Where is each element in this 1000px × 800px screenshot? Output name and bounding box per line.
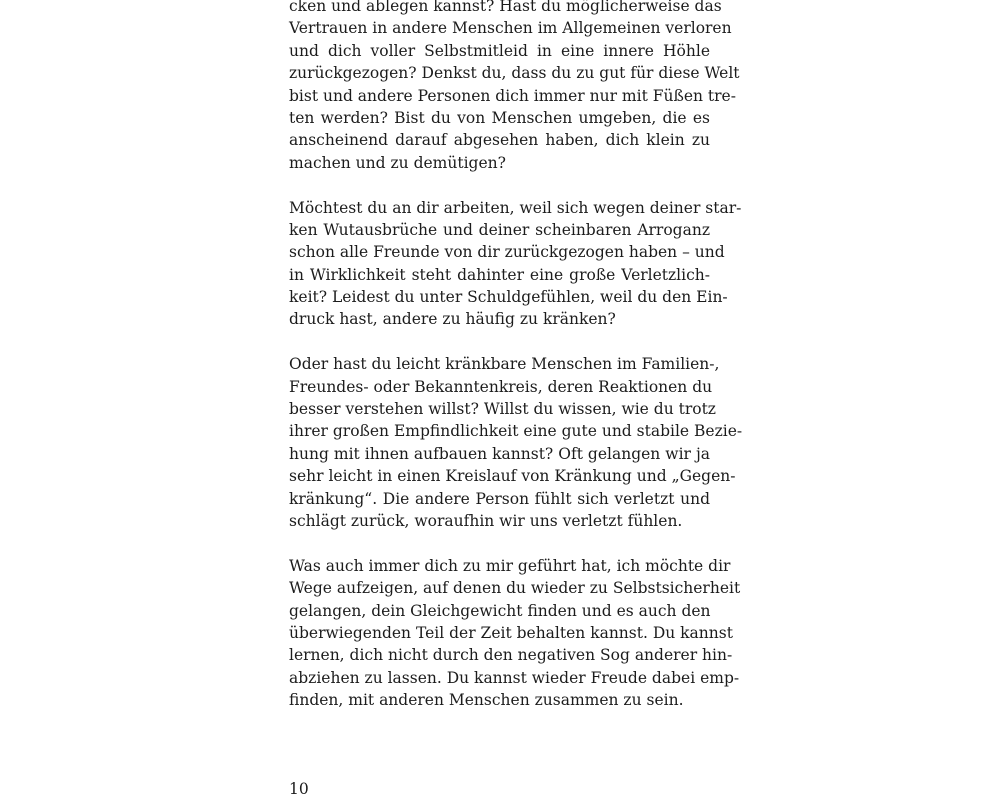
body-text: [289, 0, 743, 712]
paragraph-1: [289, 0, 740, 174]
text-line: Möchtest du an dir arbeiten, weil sich wegen deiner star-: [289, 198, 742, 217]
text-line: schon alle Freunde von dir zurückgezogen haben – und: [289, 243, 725, 262]
text-line: in Wirklichkeit steht dahinter eine große Verletzlich-: [289, 265, 710, 284]
text-line: keit? Leidest du unter Schuldgefühlen, weil du den Ein-: [289, 288, 728, 307]
text-line: sehr leicht in einen Kreislauf von Kränkung und „Gegen-: [289, 467, 736, 486]
text-line: anscheinend darauf abgesehen haben, dich klein zu: [289, 131, 710, 150]
text-line: Oder hast du leicht kränkbare Menschen im Familien-,: [289, 355, 720, 374]
text-line: cken und ablegen kannst? Hast du möglicherweise das: [289, 0, 722, 15]
text-line: bist und andere Personen dich immer nur mit Füßen tre-: [289, 86, 736, 105]
text-line: zurückgezogen? Denkst du, dass du zu gut für diese Welt: [289, 64, 740, 83]
text-line: kränkung“. Die andere Person fühlt sich verletzt und: [289, 489, 710, 508]
paragraph-gap: [289, 532, 710, 554]
text-line: schlägt zurück, woraufhin wir uns verletzt fühlen.: [289, 511, 683, 530]
text-line: ken Wutausbrüche und deiner scheinbaren Arroganz: [289, 220, 710, 239]
paragraph-3: [289, 353, 743, 532]
paragraph-gap: [289, 331, 710, 353]
text-line: ten werden? Bist du von Menschen umgeben, die es: [289, 108, 710, 127]
text-line: machen und zu demütigen?: [289, 153, 506, 172]
paragraph-4: [289, 555, 741, 712]
text-line: hung mit ihnen aufbauen kannst? Oft gelangen wir ja: [289, 444, 710, 463]
text-line: und dich voller Selbstmitleid in eine innere Höhle: [289, 41, 710, 60]
text-line: überwiegenden Teil der Zeit behalten kannst. Du kannst: [289, 623, 733, 642]
paragraph-2: [289, 197, 742, 331]
text-line: finden, mit anderen Menschen zusammen zu sein.: [289, 691, 684, 710]
text-line: Was auch immer dich zu mir geführt hat, ich möchte dir: [289, 556, 731, 575]
text-line: lernen, dich nicht durch den negativen Sog anderer hin-: [289, 646, 733, 665]
text-line: Wege aufzeigen, auf denen du wieder zu Selbstsicherheit: [289, 579, 741, 598]
text-line: gelangen, dein Gleichgewicht finden und es auch den: [289, 601, 711, 620]
text-line: besser verstehen willst? Willst du wissen, wie du trotz: [289, 400, 716, 419]
text-line: ihrer großen Empfindlichkeit eine gute und stabile Bezie-: [289, 422, 743, 441]
paragraph-gap: [289, 174, 710, 196]
text-line: druck hast, andere zu häufig zu kränken?: [289, 310, 616, 329]
text-line: Vertrauen in andere Menschen im Allgemeinen verloren: [289, 19, 732, 38]
page-number: 10: [289, 780, 309, 798]
text-line: abziehen zu lassen. Du kannst wieder Freude dabei emp-: [289, 668, 740, 687]
text-line: Freundes- oder Bekanntenkreis, deren Reaktionen du: [289, 377, 713, 396]
